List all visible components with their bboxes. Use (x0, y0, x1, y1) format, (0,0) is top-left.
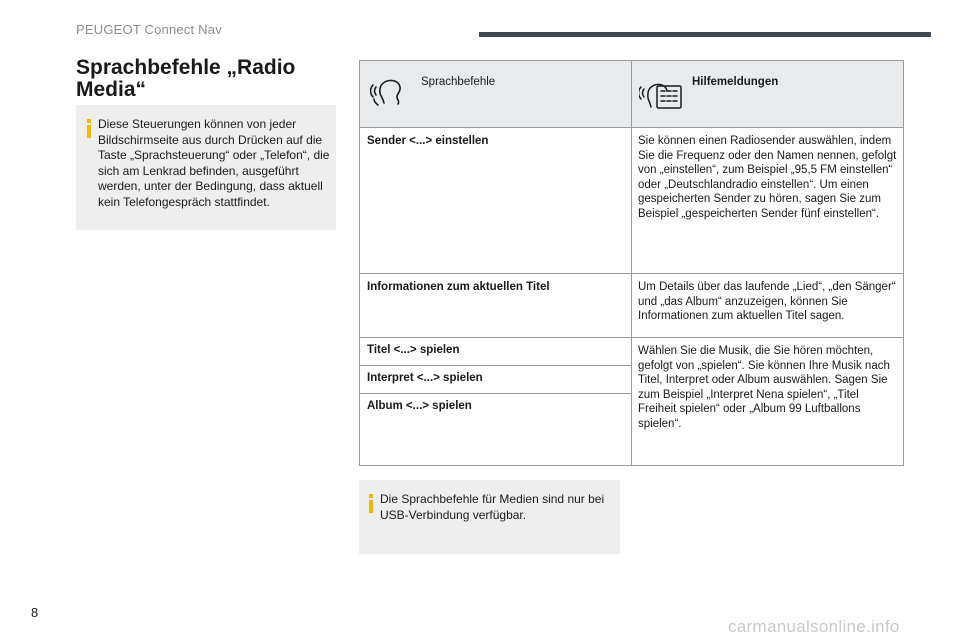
row-divider (360, 393, 631, 394)
command-play-artist: Interpret <...> spielen (367, 372, 483, 384)
command-tune-station: Sender <...> einstellen (367, 135, 489, 147)
header-voice-commands: Sprachbefehle (421, 76, 496, 88)
command-play-album: Album <...> spielen (367, 400, 472, 412)
info-box (359, 480, 620, 554)
info-box (76, 105, 336, 230)
row-divider (360, 273, 903, 274)
info-icon-dot (369, 494, 373, 498)
header-help-messages: Hilfemeldungen (692, 76, 779, 88)
command-track-info: Informationen zum aktuellen Titel (367, 281, 550, 293)
command-play-title: Titel <...> spielen (367, 344, 460, 356)
info-text: Diese Steuerungen können von jeder Bildschirmseite aus durch Drücken auf die Taste „Sprachsteuerung“ oder „Telefon“, die sich am Lenkrad befinden, ausgeführt werden, unter der Bedingung, dass aktuell kein Telefongespräch stattfindet. (98, 117, 330, 209)
voice-command-icon (370, 73, 406, 107)
info-icon-bar (369, 500, 373, 513)
column-divider (631, 61, 632, 465)
info-icon-bar (87, 125, 91, 138)
info-text: Die Sprachbefehle für Medien sind nur bei USB-Verbindung verfügbar. (380, 492, 605, 522)
document-header-title: PEUGEOT Connect Nav (76, 22, 222, 37)
help-track-info: Um Details über das laufende „Lied“, „den Sänger“ und „das Album“ anzuzeigen, können Sie Informationen zum aktuellen Titel sagen. (638, 281, 896, 322)
header-rule (479, 32, 931, 37)
info-icon-dot (87, 119, 91, 123)
page-number: 8 (31, 605, 39, 620)
voice-help-keypad-icon (639, 71, 685, 111)
help-tune-station: Sie können einen Radiosender auswählen, indem Sie die Frequenz oder den Namen nennen, gefolgt von „einstellen“, zum Beispiel „95,5 FM einstellen“ oder „Deutschlandradio einstellen“. Um einen gespeicherten Sender zu hören, sagen Sie zum Beispiel „gespeicherten Sender fünf einstellen“. (638, 135, 897, 220)
watermark: carmanualsonline.info (728, 617, 900, 636)
help-play-music: Wählen Sie die Musik, die Sie hören möchten, gefolgt von „spielen“. Sie können Ihre Musik nach Titel, Interpret oder Album auswählen. Sagen Sie zum Beispiel „Interpret Nena spielen“, „Titel Freiheit spielen“ oder „Album 99 Luftballons spielen“. (638, 345, 890, 430)
voice-command-table (359, 60, 904, 466)
row-divider (360, 337, 903, 338)
row-divider (360, 365, 631, 366)
page-title: Sprachbefehle „Radio Media“ (76, 56, 296, 101)
